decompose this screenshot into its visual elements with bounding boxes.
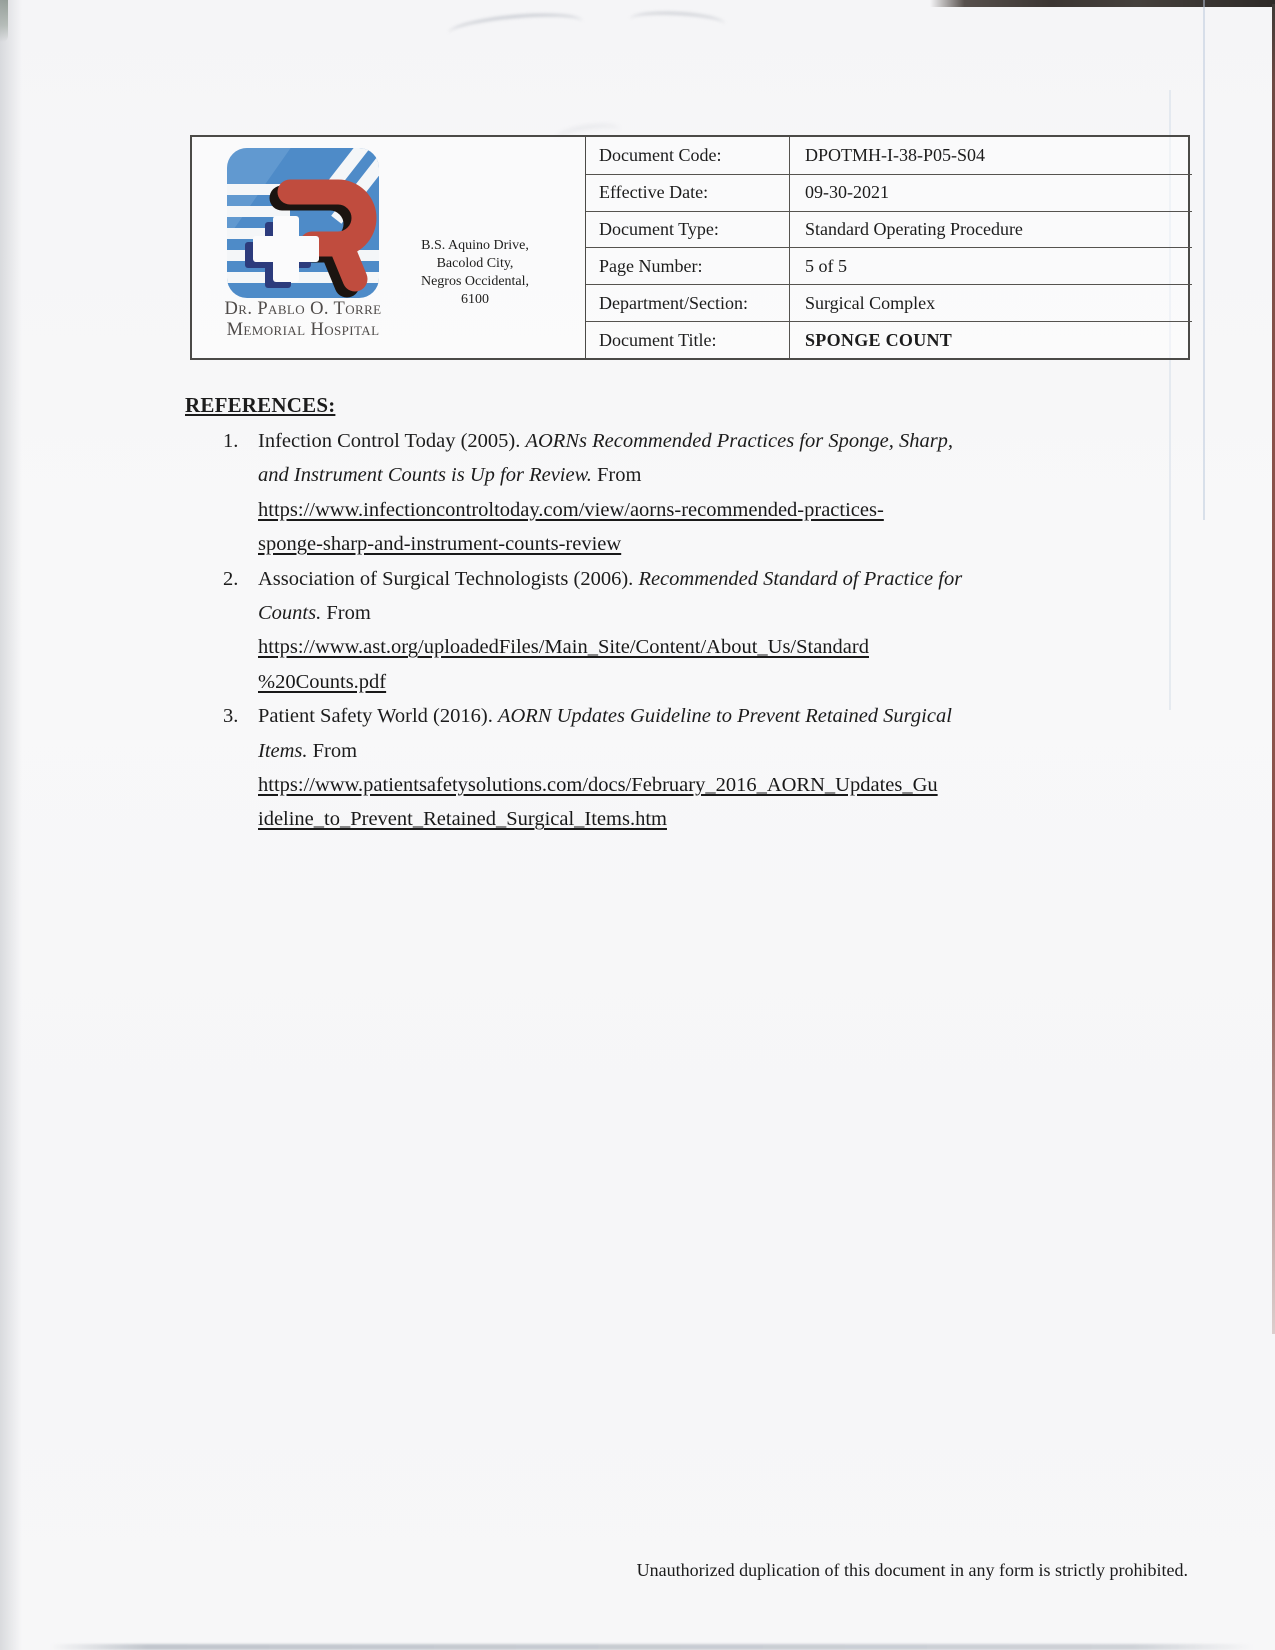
field-label-document-title: Document Title:: [586, 321, 789, 358]
reference-text: Patient Safety World (2016).: [258, 705, 498, 728]
reference-text: From: [591, 464, 642, 487]
scan-artifact-top-edge: [930, 0, 1275, 7]
address-line: 6100: [461, 292, 489, 307]
field-value-page-number: 5 of 5: [789, 247, 1192, 284]
reference-text: Infection Control Today (2005).: [258, 430, 526, 452]
hospital-name: [202, 299, 404, 340]
reference-url: https://www.infectioncontroltoday.com/view/aorns-recommended-practices-: [258, 498, 884, 521]
reference-text: Recommended Standard of Practice for: [638, 567, 963, 590]
reference-line: [258, 665, 1128, 699]
hospital-logo-cell: [192, 137, 586, 358]
field-value-department-section: Surgical Complex: [789, 284, 1192, 321]
reference-url: https://www.patientsafetysolutions.com/docs/February_2016_AORN_Updates_Gu: [258, 774, 938, 797]
reference-item: [183, 424, 1128, 562]
reference-line: [258, 699, 1128, 733]
reference-text: AORNs Recommended Practices for Sponge, Sharp,: [525, 430, 954, 452]
document-header-table: [190, 135, 1190, 360]
reference-line: [258, 458, 1128, 492]
reference-number: 3.: [223, 705, 239, 728]
reference-text: AORN Updates Guideline to Prevent Retained Surgical: [497, 705, 952, 728]
reference-text: Association of Surgical Technologists (2006).: [258, 567, 639, 590]
reference-item: [183, 699, 1128, 837]
address-line: Negros Occidental,: [420, 274, 530, 289]
reference-line: [258, 493, 1128, 527]
hospital-address: [404, 237, 546, 309]
reference-line: [258, 562, 1128, 596]
pencil-smudge: [630, 10, 726, 34]
field-label-page-number: Page Number:: [586, 247, 789, 284]
field-value-document-type: Standard Operating Procedure: [789, 211, 1192, 248]
reference-text: From: [321, 602, 371, 625]
field-label-department-section: Department/Section:: [586, 284, 789, 321]
references-heading: REFERENCES:: [185, 393, 336, 417]
reference-line: [258, 734, 1128, 768]
reference-text: and Instrument Counts is Up for Review.: [258, 464, 592, 487]
reference-text: Counts.: [258, 602, 322, 625]
reference-line: [258, 596, 1128, 630]
hospital-logo-icon: [224, 146, 384, 300]
address-line: Bacolod City,: [436, 256, 514, 271]
field-value-effective-date: 09-30-2021: [789, 174, 1192, 211]
references-list: [183, 424, 1128, 837]
scan-artifact-left-shadow: [0, 0, 22, 1650]
reference-url: sponge-sharp-and-instrument-counts-review: [258, 533, 622, 556]
field-label-document-type: Document Type:: [586, 211, 789, 248]
field-label-document-code: Document Code:: [599, 144, 722, 165]
reference-item: [183, 562, 1128, 700]
address-line: B.S. Aquino Drive,: [421, 238, 529, 253]
reference-text: Items.: [258, 739, 308, 762]
field-value-document-code: DPOTMH-I-38-P05-S04: [789, 137, 1192, 174]
reference-url: ideline_to_Prevent_Retained_Surgical_Items.htm: [258, 808, 667, 831]
hospital-name-line2: Memorial Hospital: [226, 319, 380, 340]
reference-number: 1.: [223, 430, 239, 452]
reference-number: 2.: [223, 567, 239, 590]
reference-url: %20Counts.pdf: [258, 670, 387, 693]
field-value-document-title: SPONGE COUNT: [789, 321, 1192, 358]
scan-artifact-bottom-edge: [50, 1644, 1253, 1650]
reference-line: [258, 768, 1128, 802]
reference-text: From: [307, 739, 358, 762]
reference-line: [258, 424, 1128, 458]
reference-line: [258, 527, 1128, 561]
reference-url: https://www.ast.org/uploadedFiles/Main_Site/Content/About_Us/Standard: [258, 636, 869, 659]
footer-prohibition-note: Unauthorized duplication of this document in any form is strictly prohibited.: [636, 1560, 1188, 1580]
reference-line: [258, 630, 1128, 664]
pencil-smudge: [447, 9, 584, 46]
hospital-name-line1: Dr. Pablo O. Torre: [224, 299, 382, 319]
reference-line: [258, 802, 1128, 836]
field-label-effective-date: Effective Date:: [586, 174, 789, 211]
scan-streak: [1203, 0, 1205, 520]
